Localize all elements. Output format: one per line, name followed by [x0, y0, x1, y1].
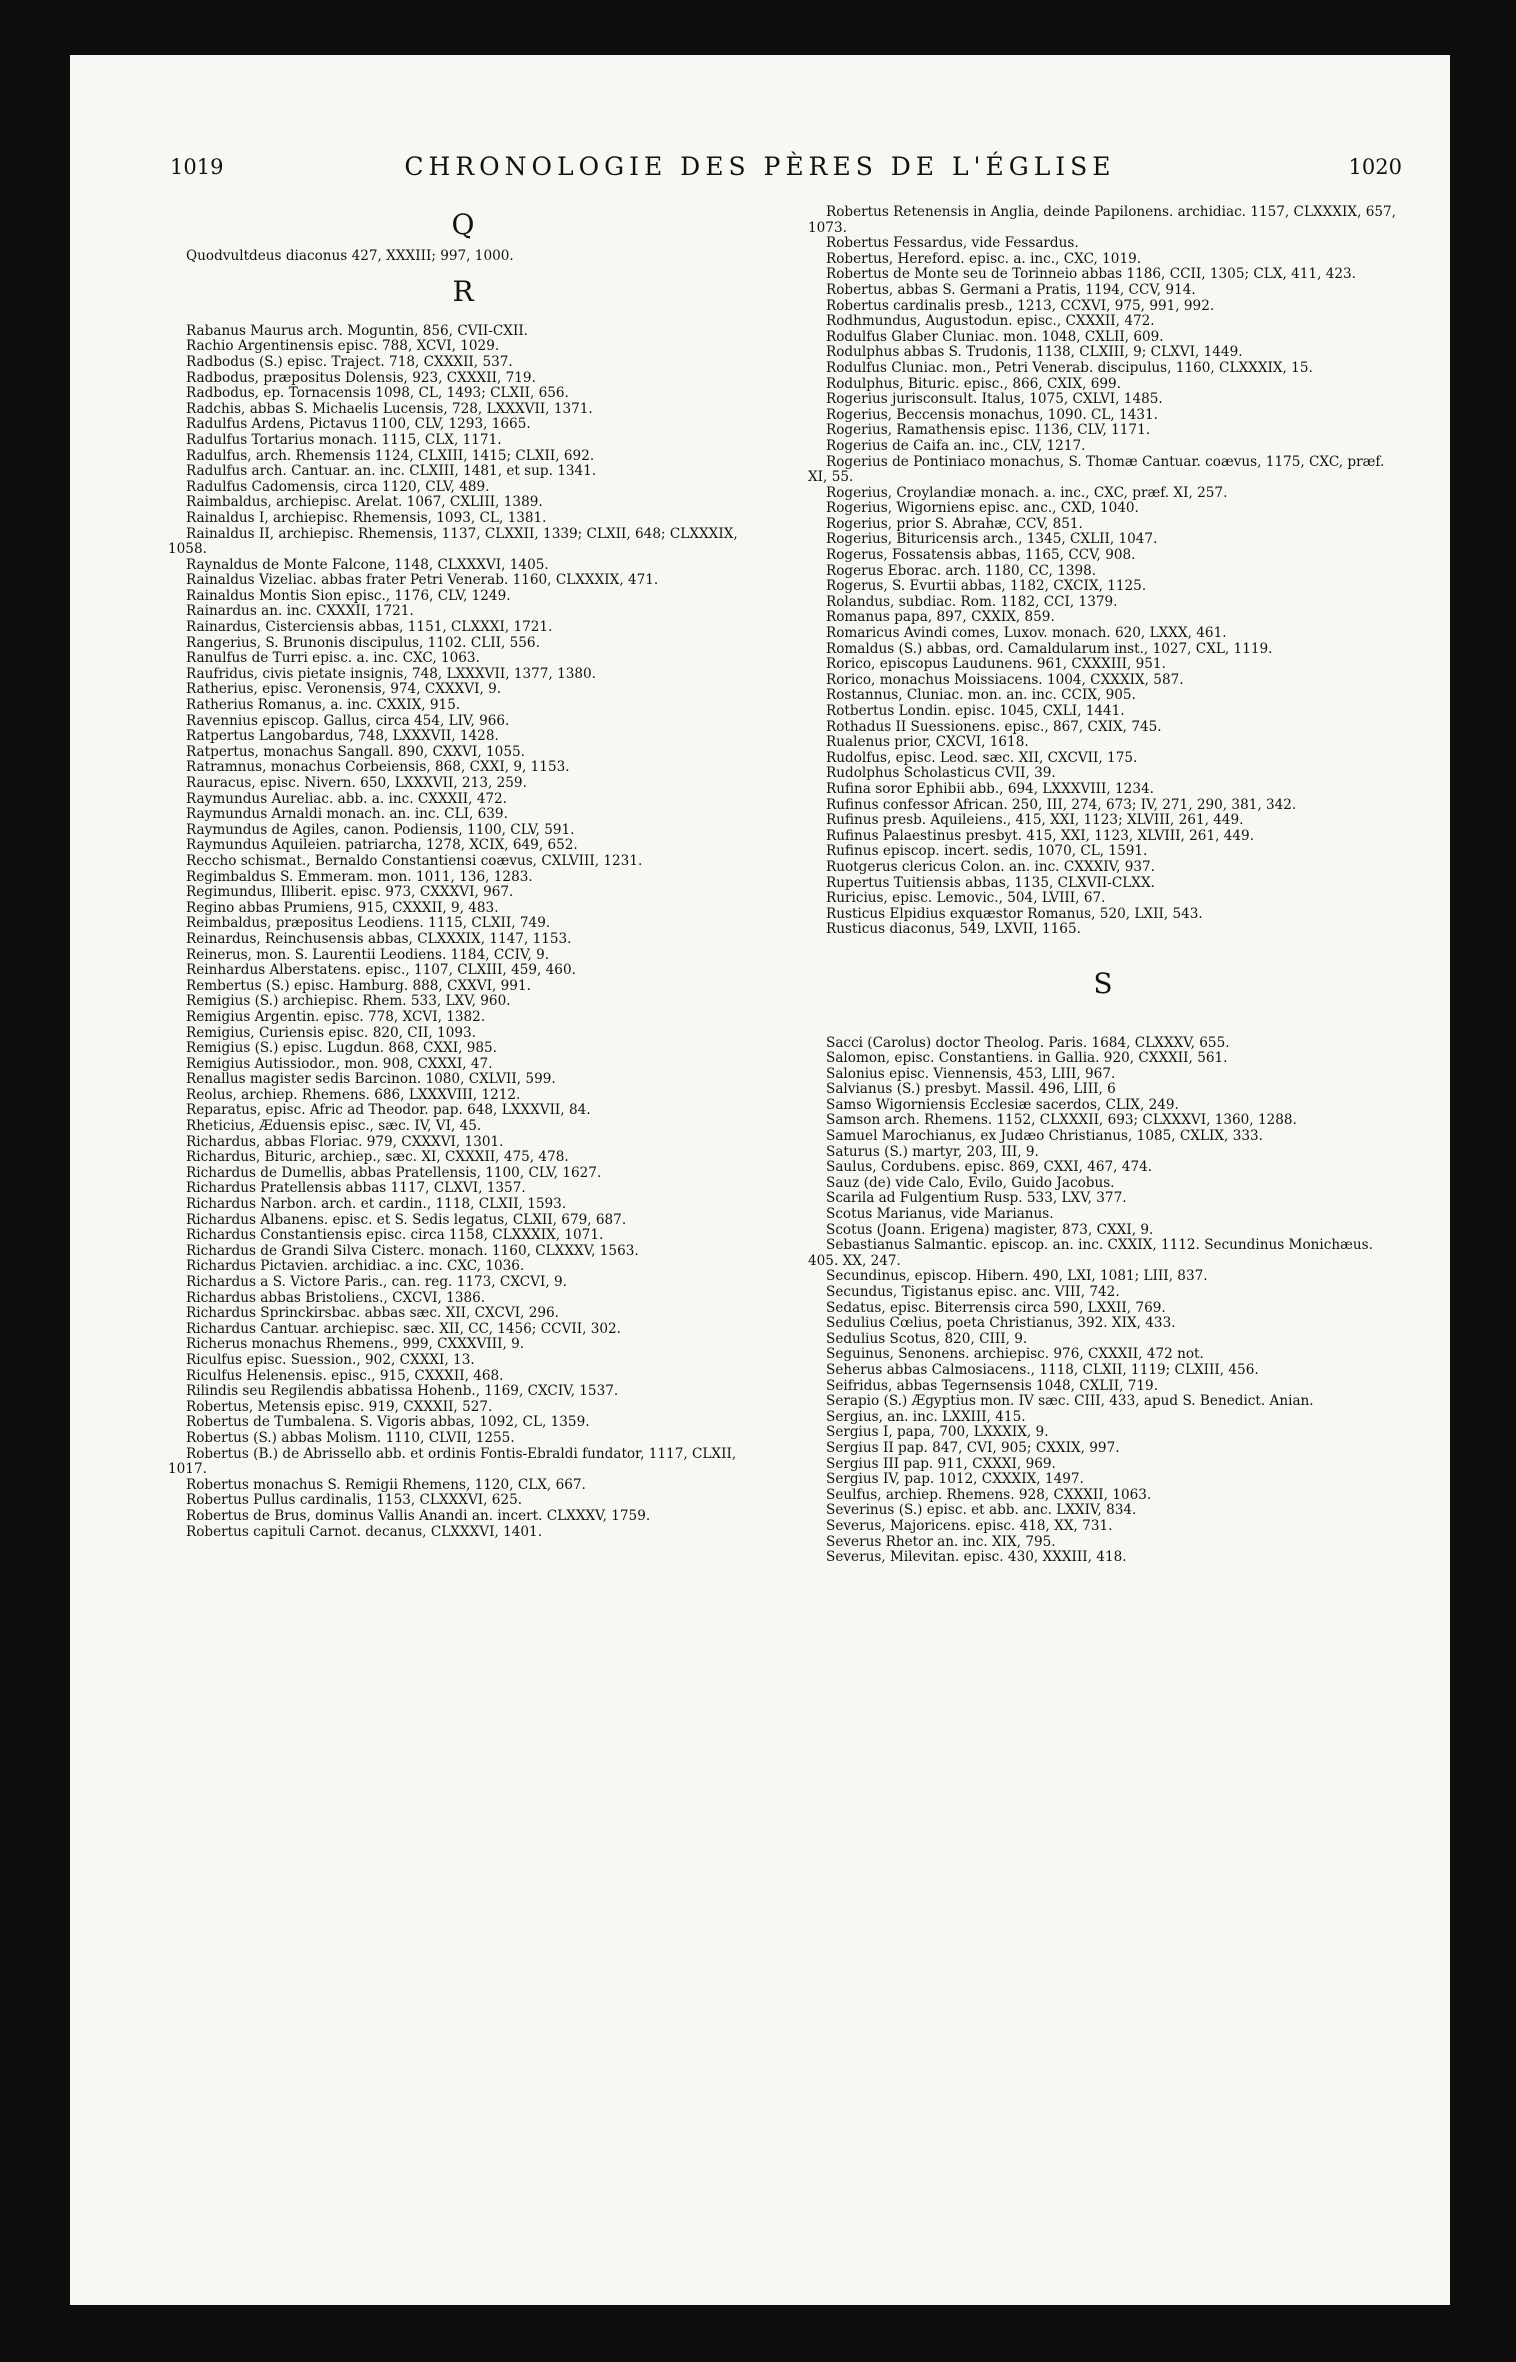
left-page-number: 1019: [170, 155, 224, 179]
index-entry: Salvianus (S.) presbyt. Massil. 496, LIII, 6: [826, 1081, 1116, 1098]
s-entry-list: [808, 1036, 1398, 1566]
index-entry: Robertus capituli Carnot. decanus, CLXXXVI, 1401.: [186, 1523, 543, 1540]
index-entry: Samuel Marochianus, ex Judæo Christianus, 1085, CXLIX, 333.: [826, 1128, 1263, 1145]
index-entry: Rogerius de Pontiniaco monachus, S. Thomæ Cantuar. coævus, 1175, CXC, præf. XI, 55.: [808, 453, 1385, 486]
index-entry: Rodulfus Cluniac. mon., Petri Venerab. discipulus, 1160, CLXXXIX, 15.: [826, 359, 1313, 376]
index-entry: Remigius Autissiodor., mon. 908, CXXXI, 47.: [186, 1055, 493, 1072]
index-entry: Rogerius, Beccensis monachus, 1090. CL, 1431.: [826, 406, 1158, 423]
index-entry: Reinardus, Reinchusensis abbas, CLXXXIX, 1147, 1153.: [186, 930, 572, 947]
index-entry: Rolandus, subdiac. Rom. 1182, CCI, 1379.: [826, 593, 1118, 610]
index-entry: Richardus Albanens. episc. et S. Sedis legatus, CLXII, 679, 687.: [186, 1211, 627, 1228]
index-entry: Saulus, Cordubens. episc. 869, CXXI, 467, 474.: [826, 1159, 1153, 1176]
index-entry: Rodulphus, Bituric. episc., 866, CXIX, 699.: [826, 375, 1121, 392]
index-entry: Sergius I, papa, 700, LXXXIX, 9.: [826, 1424, 1049, 1441]
index-entry: Richardus Pratellensis abbas 1117, CLXVI, 1357.: [186, 1180, 526, 1197]
index-entry: Radulfus arch. Cantuar. an. inc. CLXIII, 1481, et sup. 1341.: [186, 463, 597, 480]
index-entry: Radchis, abbas S. Michaelis Lucensis, 728, LXXXVII, 1371.: [186, 400, 593, 417]
index-entry: Seulfus, archiep. Rhemens. 928, CXXXII, 1063.: [826, 1486, 1152, 1503]
index-entry: Raynaldus de Monte Falcone, 1148, CLXXXVI, 1405.: [186, 556, 549, 573]
index-entry: Rogerius de Caifa an. inc., CLV, 1217.: [826, 437, 1086, 454]
right-column: [808, 205, 1398, 1566]
index-entry: Rupertus Tuitiensis abbas, 1135, CLXVII-CLXX.: [826, 874, 1155, 891]
index-entry: Richardus Constantiensis episc. circa 1158, CLXXXIX, 1071.: [186, 1227, 604, 1244]
index-entry: Raymundus de Agiles, canon. Podiensis, 1100, CLV, 591.: [186, 821, 575, 838]
section-letter-q: Q: [451, 208, 475, 241]
index-entry: Ratpertus Langobardus, 748, LXXXVII, 1428.: [186, 728, 499, 745]
index-entry: Ratherius, episc. Veronensis, 974, CXXXVI, 9.: [186, 681, 502, 698]
index-entry: Sergius III pap. 911, CXXXI, 969.: [826, 1455, 1056, 1472]
index-entry: Rainaldus II, archiepisc. Rhemensis, 1137, CLXXII, 1339; CLXII, 648; CLXXXIX, 1058.: [168, 525, 738, 558]
index-entry: Rufina soror Ephibii abb., 694, LXXXVIII, 1234.: [826, 780, 1154, 797]
index-entry: Severinus (S.) episc. et abb. anc. LXXIV, 834.: [826, 1502, 1137, 1519]
index-entry: Scotus (Joann. Erigena) magister, 873, CXXI, 9.: [826, 1221, 1154, 1238]
index-entry: Rabanus Maurus arch. Moguntin, 856, CVII-CXII.: [186, 322, 529, 339]
index-entry: Richardus abbas Bristoliens., CXCVI, 1386.: [186, 1289, 486, 1306]
index-entry: Ruotgerus clericus Colon. an. inc. CXXXIV, 937.: [826, 858, 1155, 875]
section-letter-r: R: [452, 275, 474, 309]
index-entry: Seifridus, abbas Tegernsensis 1048, CXLII, 719.: [826, 1377, 1159, 1394]
index-entry: Rodhmundus, Augustodun. episc., CXXXII, 472.: [826, 313, 1155, 330]
index-entry: Regino abbas Prumiens, 915, CXXXII, 9, 483.: [186, 899, 499, 916]
page-title: CHRONOLOGIE DES PÈRES DE L'ÉGLISE: [404, 152, 1116, 181]
index-entry: Romaricus Avindi comes, Luxov. monach. 620, LXXX, 461.: [826, 625, 1227, 642]
index-entry: Rangerius, S. Brunonis discipulus, 1102. CLII, 556.: [186, 634, 540, 651]
index-entry: Severus, Milevitan. episc. 430, XXXIII, 418.: [826, 1549, 1127, 1566]
index-entry: Rotbertus Londin. episc. 1045, CXLI, 1441.: [826, 703, 1125, 719]
index-entry: Regimbaldus S. Emmeram. mon. 1011, 136, 1283.: [186, 868, 533, 885]
index-entry: Rufinus episcop. incert. sedis, 1070, CL, 1591.: [826, 843, 1148, 860]
index-entry: Reimbaldus, præpositus Leodiens. 1115, CLXII, 749.: [186, 915, 551, 932]
index-entry: Rodulfus Glaber Cluniac. mon. 1048, CXLII, 609.: [826, 328, 1164, 345]
index-entry: Sergius IV, pap. 1012, CXXXIX, 1497.: [826, 1471, 1084, 1488]
index-entry: Robertus, Metensis episc. 919, CXXXII, 527.: [186, 1398, 493, 1415]
index-entry: Rainardus, Cisterciensis abbas, 1151, CLXXXI, 1721.: [186, 619, 553, 636]
index-entry: Samson arch. Rhemens. 1152, CLXXXII, 693; CLXXXVI, 1360, 1288.: [826, 1112, 1297, 1129]
index-entry: Scarila ad Fulgentium Rusp. 533, LXV, 377.: [826, 1190, 1127, 1207]
index-entry: Robertus (B.) de Abrissello abb. et ordinis Fontis-Ebraldi fundator, 1117, CLXII, 1017.: [168, 1445, 737, 1478]
index-entry: Sergius II pap. 847, CVI, 905; CXXIX, 997.: [826, 1439, 1120, 1456]
index-entry: Raymundus Aureliac. abb. a. inc. CXXXII, 472.: [186, 790, 507, 807]
index-entry: Rorico, episcopus Laudunens. 961, CXXXIII, 951.: [826, 656, 1166, 673]
index-entry: Robertus Retenensis in Anglia, deinde Papilonens. archidiac. 1157, CLXXXIX, 657, 1073.: [808, 204, 1396, 236]
index-entry: Richerus monachus Rhemens., 999, CXXXVIII, 9.: [186, 1336, 525, 1353]
index-entry: Richardus, abbas Floriac. 979, CXXXVI, 1301.: [186, 1133, 504, 1150]
index-entry: Sedulius Scotus, 820, CIII, 9.: [826, 1330, 1028, 1347]
index-entry: Rainardus an. inc. CXXXII, 1721.: [186, 603, 414, 620]
index-entry: Rorico, monachus Moissiacens. 1004, CXXXIX, 587.: [826, 671, 1184, 688]
index-entry: Remigius Argentin. episc. 778, XCVI, 1382.: [186, 1008, 486, 1025]
index-entry: Ratramnus, monachus Corbeiensis, 868, CXXI, 9, 1153.: [186, 759, 570, 776]
index-entry: Sebastianus Salmantic. episcop. an. inc. CXXIX, 1112. Secundinus Monichæus. 405. XX, 247.: [808, 1237, 1373, 1269]
index-entry: Rogerius, Wigorniens episc. anc., CXD, 1040.: [826, 500, 1139, 517]
index-entry: Rusticus Elpidius exquæstor Romanus, 520, LXII, 543.: [826, 905, 1203, 922]
index-entry: Rodulphus abbas S. Trudonis, 1138, CLXIII, 9; CLXVI, 1449.: [826, 344, 1243, 361]
index-entry: Richardus Pictavien. archidiac. a inc. CXC, 1036.: [186, 1258, 525, 1275]
index-entry: Robertus Pullus cardinalis, 1153, CLXXXVI, 625.: [186, 1492, 523, 1509]
index-entry: Saturus (S.) martyr, 203, III, 9.: [826, 1143, 1039, 1160]
index-entry: Rogerius, Ramathensis episc. 1136, CLV, 1171.: [826, 422, 1151, 439]
index-entry: Sacci (Carolus) doctor Theolog. Paris. 1684, CLXXXV, 655.: [826, 1034, 1230, 1051]
index-entry: Rufinus presb. Aquileiens., 415, XXI, 1123; XLVIII, 261, 449.: [826, 812, 1244, 829]
index-entry: Ratherius Romanus, a. inc. CXXIX, 915.: [186, 697, 461, 714]
index-entry: Remigius (S.) archiepisc. Rhem. 533, LXV, 960.: [186, 993, 511, 1010]
index-entry: Richardus Sprinckirsbac. abbas sæc. XII, CXCVI, 296.: [186, 1305, 559, 1322]
index-entry: Rualenus prior, CXCVI, 1618.: [826, 734, 1029, 751]
index-entry: Sauz (de) vide Calo, Evilo, Guido Jacobus.: [826, 1174, 1115, 1191]
index-entry: Robertus de Tumbalena. S. Vigoris abbas, 1092, CL, 1359.: [186, 1414, 590, 1431]
index-entry: Radbodus, ep. Tornacensis 1098, CL, 1493; CLXII, 656.: [186, 385, 569, 402]
index-entry: Sergius, an. inc. LXXIII, 415.: [826, 1408, 1026, 1425]
index-entry: Rudolfus, episc. Leod. sæc. XII, CXCVII, 175.: [826, 749, 1138, 766]
index-entry: Rogerus, Fossatensis abbas, 1165, CCV, 908.: [826, 547, 1136, 564]
index-entry: Reinhardus Alberstatens. episc., 1107, CLXIII, 459, 460.: [186, 962, 576, 979]
index-entry: Rogerus Eborac. arch. 1180, CC, 1398.: [826, 562, 1097, 579]
index-entry: Rogerius jurisconsult. Italus, 1075, CXLVI, 1485.: [826, 391, 1163, 408]
index-entry: Romanus papa, 897, CXXIX, 859.: [826, 609, 1055, 626]
index-entry: Sedatus, episc. Biterrensis circa 590, LXXII, 769.: [826, 1299, 1166, 1316]
index-entry: Rogerius, Bituricensis arch., 1345, CXLII, 1047.: [826, 531, 1158, 548]
index-entry: Rothadus II Suessionens. episc., 867, CXIX, 745.: [826, 718, 1162, 735]
index-entry: Renallus magister sedis Barcinon. 1080, CXLVII, 599.: [186, 1071, 556, 1088]
index-entry: Robertus monachus S. Remigii Rhemens, 1120, CLX, 667.: [186, 1476, 586, 1493]
index-entry: Rauracus, episc. Nivern. 650, LXXXVII, 213, 259.: [186, 775, 527, 791]
r-entry-list-continued: [808, 205, 1398, 938]
index-entry: Sedulius Cœlius, poeta Christianus, 392. XIX, 433.: [826, 1315, 1176, 1332]
index-entry: Richardus Cantuar. archiepisc. sæc. XII, CC, 1456; CCVII, 302.: [186, 1320, 621, 1337]
page-header: [70, 152, 1450, 195]
section-letter-s: S: [1093, 966, 1113, 1000]
index-entry: Rogerus, S. Evurtii abbas, 1182, CXCIX, 1125.: [826, 578, 1147, 595]
dictionary-page: [70, 55, 1450, 2305]
index-entry: Radbodus, præpositus Dolensis, 923, CXXXII, 719.: [186, 369, 536, 386]
index-entry: Robertus, abbas S. Germani a Pratis, 1194, CCV, 914.: [826, 281, 1196, 298]
index-entry: Rainaldus Vizeliac. abbas frater Petri Venerab. 1160, CLXXXIX, 471.: [186, 572, 659, 589]
index-entry: Robertus cardinalis presb., 1213, CCXVI, 975, 991, 992.: [826, 297, 1215, 314]
index-entry: Raymundus Arnaldi monach. an. inc. CLI, 639.: [186, 806, 508, 823]
index-entry: Richardus de Dumellis, abbas Pratellensis, 1100, CLV, 1627.: [186, 1164, 602, 1181]
index-entry: Rainaldus I, archiepisc. Rhemensis, 1093, CL, 1381.: [186, 509, 547, 526]
index-entry: Seherus abbas Calmosiacens., 1118, CLXII, 1119; CLXIII, 456.: [826, 1361, 1259, 1378]
index-entry: Rogerius, prior S. Abrahæ, CCV, 851.: [826, 515, 1083, 532]
index-entry: Rilindis seu Regilendis abbatissa Hohenb., 1169, CXCIV, 1537.: [186, 1383, 619, 1400]
q-entry-list: [168, 249, 758, 265]
index-entry: Raufridus, civis pietate insignis, 748, LXXXVII, 1377, 1380.: [186, 665, 596, 682]
index-entry: Severus, Majoricens. episc. 418, XX, 731.: [826, 1517, 1113, 1534]
index-entry: Rufinus confessor African. 250, III, 274, 673; IV, 271, 290, 381, 342.: [826, 796, 1297, 813]
index-entry: Regimundus, Illiberit. episc. 973, CXXXVI, 967.: [186, 884, 514, 901]
index-entry: Raymundus Aquileien. patriarcha, 1278, XCIX, 649, 652.: [186, 837, 578, 854]
index-entry: Riculfus Helenensis. episc., 915, CXXXII, 468.: [186, 1367, 504, 1384]
index-entry: Radulfus Cadomensis, circa 1120, CLV, 489.: [186, 478, 490, 495]
index-entry: Robertus (S.) abbas Molism. 1110, CLVII, 1255.: [186, 1429, 515, 1446]
index-entry: Radbodus (S.) episc. Traject. 718, CXXXII, 537.: [186, 353, 513, 370]
index-entry: Reparatus, episc. Afric ad Theodor. pap. 648, LXXXVII, 84.: [186, 1102, 591, 1119]
index-entry: Remigius (S.) episc. Lugdun. 868, CXXI, 985.: [186, 1040, 497, 1057]
index-entry: Secundus, Tigistanus episc. anc. VIII, 742.: [826, 1284, 1120, 1300]
index-entry: Robertus de Monte seu de Torinneio abbas 1186, CCII, 1305; CLX, 411, 423.: [826, 266, 1356, 283]
index-entry: Rachio Argentinensis episc. 788, XCVI, 1029.: [186, 338, 500, 355]
index-entry: Quodvultdeus diaconus 427, XXXIII; 997, 1000.: [186, 247, 514, 264]
index-entry: Rudolphus Scholasticus CVII, 39.: [826, 765, 1056, 782]
index-entry: Radulfus, arch. Rhemensis 1124, CLXIII, 1415; CLXII, 692.: [186, 447, 595, 464]
index-entry: Remigius, Curiensis episc. 820, CII, 1093.: [186, 1024, 476, 1041]
index-entry: Richardus a S. Victore Paris., can. reg. 1173, CXCVI, 9.: [186, 1274, 567, 1290]
index-entry: Rogerius, Croylandiæ monach. a. inc., CXC, præf. XI, 257.: [826, 484, 1228, 501]
index-entry: Riculfus episc. Suession., 902, CXXXI, 13.: [186, 1351, 475, 1368]
index-entry: Robertus de Brus, dominus Vallis Anandi an. incert. CLXXXV, 1759.: [186, 1507, 651, 1524]
index-entry: Richardus de Grandi Silva Cisterc. monach. 1160, CLXXXV, 1563.: [186, 1242, 639, 1259]
index-entry: Raimbaldus, archiepisc. Arelat. 1067, CXLIII, 1389.: [186, 494, 543, 511]
r-entry-list: [168, 324, 758, 1540]
index-entry: Radulfus Tortarius monach. 1115, CLX, 1171.: [186, 431, 502, 448]
index-entry: Seguinus, Senonens. archiepisc. 976, CXXXII, 472 not.: [826, 1346, 1204, 1363]
index-entry: Salomon, episc. Constantiens. in Gallia. 920, CXXXII, 561.: [826, 1050, 1228, 1067]
index-entry: Rusticus diaconus, 549, LXVII, 1165.: [826, 921, 1081, 938]
index-entry: Rostannus, Cluniac. mon. an. inc. CCIX, 905.: [826, 687, 1136, 704]
index-entry: Robertus, Hereford. episc. a. inc., CXC, 1019.: [826, 250, 1142, 267]
left-column: [168, 205, 758, 1540]
index-entry: Rheticius, Æduensis episc., sæc. IV, VI, 45.: [186, 1118, 482, 1135]
index-entry: Richardus, Bituric, archiep., sæc. XI, CXXXII, 475, 478.: [186, 1149, 569, 1166]
index-entry: Reolus, archiep. Rhemens. 686, LXXXVIII, 1212.: [186, 1086, 521, 1103]
index-entry: Rufinus Palaestinus presbyt. 415, XXI, 1123, XLVIII, 261, 449.: [826, 827, 1255, 844]
index-entry: Ravennius episcop. Gallus, circa 454, LIV, 966.: [186, 712, 510, 729]
index-entry: Severus Rhetor an. inc. XIX, 795.: [826, 1533, 1056, 1550]
index-entry: Reccho schismat., Bernaldo Constantiensi coævus, CXLVIII, 1231.: [186, 852, 643, 869]
index-entry: Romaldus (S.) abbas, ord. Camaldularum inst., 1027, CXL, 1119.: [826, 640, 1273, 657]
index-entry: Radulfus Ardens, Pictavus 1100, CLV, 1293, 1665.: [186, 416, 531, 433]
index-entry: Ratpertus, monachus Sangall. 890, CXXVI, 1055.: [186, 743, 525, 760]
index-entry: Rembertus (S.) episc. Hamburg. 888, CXXVI, 991.: [186, 977, 531, 994]
index-entry: Secundinus, episcop. Hibern. 490, LXI, 1081; LIII, 837.: [826, 1268, 1208, 1285]
index-entry: Rainaldus Montis Sion episc., 1176, CLV, 1249.: [186, 587, 511, 604]
right-page-number: 1020: [1348, 155, 1402, 179]
index-entry: Ruricius, episc. Lemovic., 504, LVIII, 67.: [826, 890, 1106, 907]
index-entry: Reinerus, mon. S. Laurentii Leodiens. 1184, CCIV, 9.: [186, 946, 550, 963]
index-entry: Ranulfus de Turri episc. a. inc. CXC, 1063.: [186, 650, 480, 667]
index-entry: Scotus Marianus, vide Marianus.: [826, 1206, 1054, 1223]
index-entry: Richardus Narbon. arch. et cardin., 1118, CLXII, 1593.: [186, 1196, 567, 1213]
index-entry: Serapio (S.) Ægyptius mon. IV sæc. CIII, 433, apud S. Benedict. Anian.: [826, 1393, 1314, 1410]
index-entry: Samso Wigorniensis Ecclesiæ sacerdos, CLIX, 249.: [826, 1096, 1179, 1113]
index-entry: Salonius episc. Viennensis, 453, LIII, 967.: [826, 1065, 1116, 1082]
index-entry: Robertus Fessardus, vide Fessardus.: [826, 235, 1079, 252]
